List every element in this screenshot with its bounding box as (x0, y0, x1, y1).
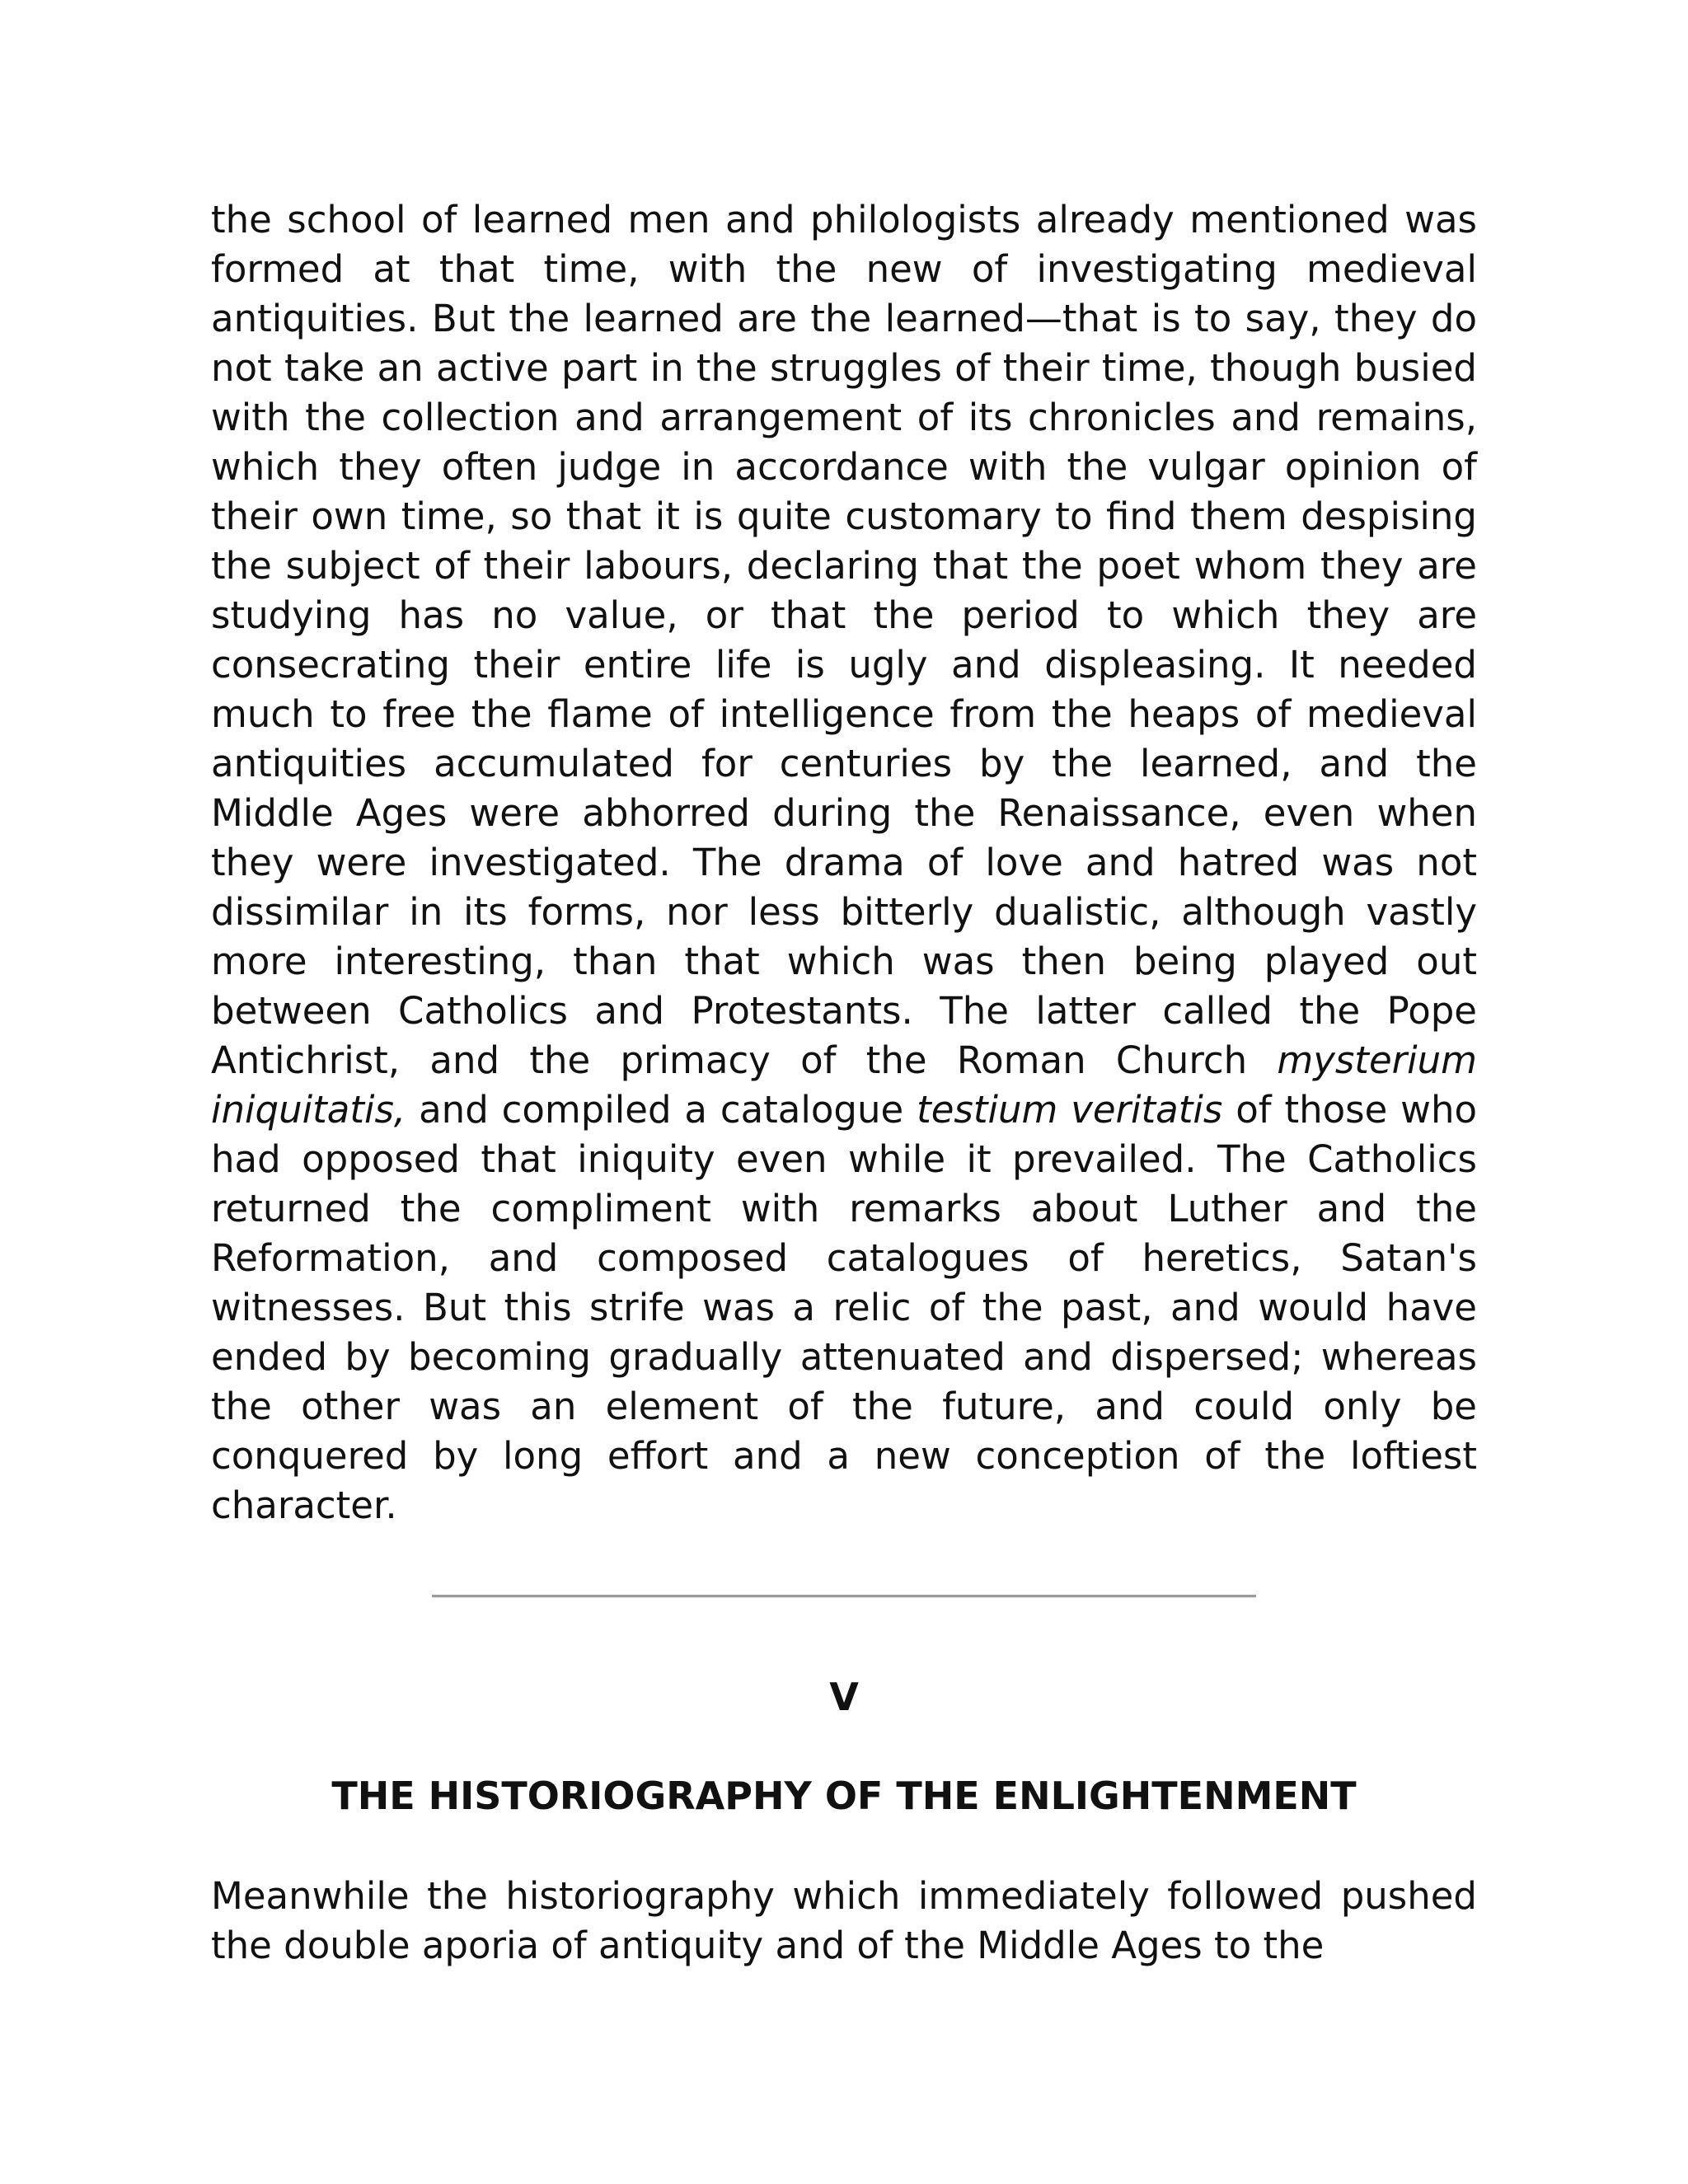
section-divider (432, 1595, 1256, 1598)
latin-phrase: testium veritatis (917, 1088, 1223, 1132)
page-content (211, 195, 1477, 1971)
paragraph-text: of those who had opposed that iniquity even while it prevailed. The Catholics returned the compliment with remarks about Luther and the Reformation, and composed catalogues of heretics, Satan's witnesses. But this strife was a relic of the past, and would have ended by becoming gradually attenuated and dispersed; whereas the other was an element of the future, and could only be conquered by long effort and a new conception of the loftiest character. (211, 1088, 1477, 1527)
body-paragraph: Meanwhile the historiography which immediately followed pushed the double aporia of antiquity and of the Middle Ages to the (211, 1874, 1477, 1967)
latin-phrase: mysterium iniquitatis, (211, 1038, 1477, 1132)
paragraph-text: the school of learned men and philologists already mentioned was formed at that time, with the new of investigating medieval antiquities. But the learned are the learned—that is to say, they do not take an active part in the struggles of their time, though busied with the collection and arrangement of its chronicles and remains, which they often judge in accordance with the vulgar opinion of their own time, so that it is quite customary to find them despising the subject of their labours, declaring that the poet whom they are studying has no value, or that the period to which they are consecrating their entire life is ugly and displeasing. It needed much to free the flame of intelligence from the heaps of medieval antiquities accumulated for centuries by the learned, and the Middle Ages were abhorred during the Renaissance, even when they were investigated. The drama of love and hatred was not dissimilar in its forms, nor less bitterly dualistic, although vastly more interesting, than that which was then being played out between Catholics and Protestants. The latter called the Pope Antichrist, and the primacy of the Roman Church (211, 198, 1477, 1082)
chapter-title: THE HISTORIOGRAPHY OF THE ENLIGHTENMENT (331, 1774, 1357, 1818)
paragraph-text: and compiled a catalogue (406, 1088, 917, 1132)
chapter-number: V (829, 1675, 859, 1719)
body-paragraph (211, 195, 1477, 1530)
